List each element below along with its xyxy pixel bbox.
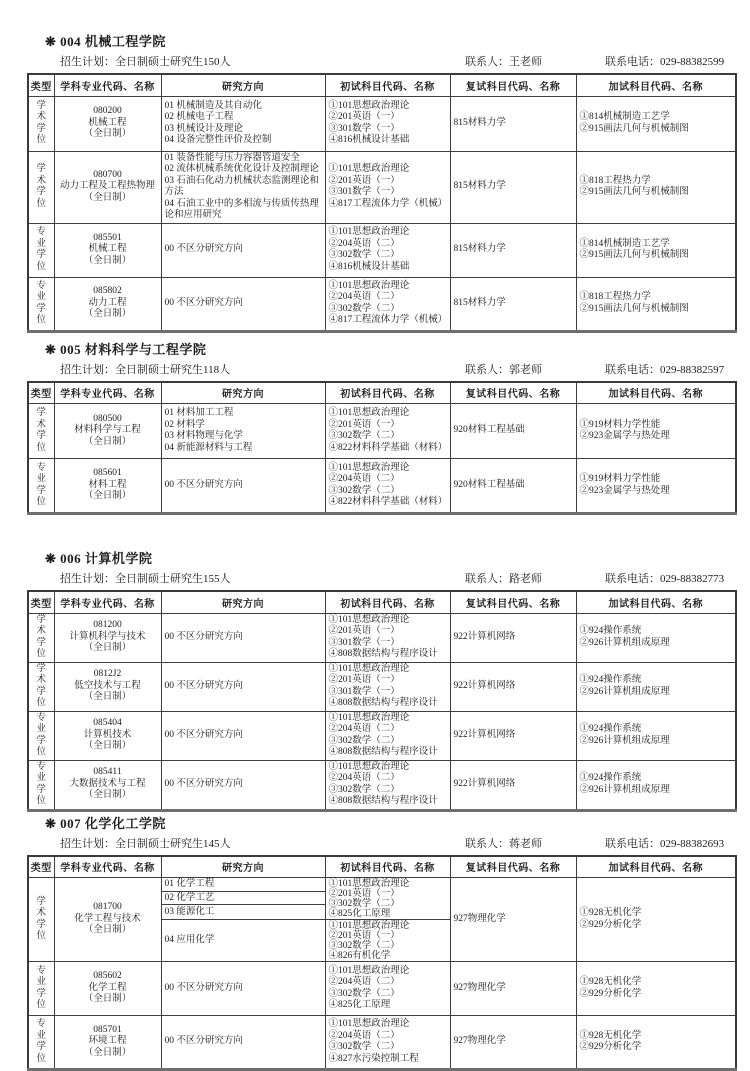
header-row bbox=[28, 856, 736, 878]
initial-exam-cell: ①101思想政治理论 ②201英语（一） ③301数学（一） ④808数据结构与程序设计 bbox=[325, 662, 450, 711]
additional-exam-cell: ①928无机化学 ②929分析化学 bbox=[576, 1016, 736, 1070]
header-initial-exam: 初试科目代码、名称 bbox=[325, 591, 450, 613]
enrollment-info-line bbox=[60, 572, 735, 586]
degree-type-cell: 专业学位 bbox=[28, 223, 54, 277]
initial-exam-cell: ①101思想政治理论 ②204英语（二） ③302数学（二） ④808数据结构与程序设计 bbox=[325, 760, 450, 810]
degree-type-cell: 学术学位 bbox=[28, 96, 54, 151]
header-retest-exam: 复试科目代码、名称 bbox=[450, 74, 576, 96]
additional-exam-cell: ①924操作系统 ②926计算机组成原理 bbox=[576, 613, 736, 662]
major-code-cell: 085701 环境工程 （全日制） bbox=[54, 1016, 161, 1070]
admissions-table bbox=[27, 381, 737, 516]
contact-person: 联系人：蒋老师 bbox=[465, 837, 605, 851]
additional-exam-cell: ①928无机化学 ②929分析化学 bbox=[576, 878, 736, 962]
initial-exam-group: ①101思想政治理论 ②201英语（一） ③302数学（二） ④825化工原理 bbox=[326, 878, 450, 920]
header-row bbox=[28, 382, 736, 404]
contact-person: 联系人：路老师 bbox=[465, 572, 605, 586]
initial-exam-cell bbox=[325, 878, 450, 962]
table-row bbox=[28, 223, 736, 277]
contact-phone: 联系电话：029-88382599 bbox=[605, 55, 735, 69]
retest-exam-cell: 927物理化学 bbox=[450, 878, 576, 962]
initial-exam-cell: ①101思想政治理论 ②204英语（二） ③302数学（二） ④827水污染控制工程 bbox=[325, 1016, 450, 1070]
major-code-cell: 080700 动力工程及工程热物理 （全日制） bbox=[54, 151, 161, 223]
college-title: ❋ 006 计算机学院 bbox=[45, 551, 750, 567]
degree-type-cell: 学术学位 bbox=[28, 151, 54, 223]
research-directions-cell: 00 不区分研究方向 bbox=[161, 760, 325, 810]
retest-exam-cell: 815材料力学 bbox=[450, 151, 576, 223]
header-additional-exam: 加试科目代码、名称 bbox=[576, 856, 736, 878]
header-major: 学科专业代码、名称 bbox=[54, 856, 161, 878]
admissions-table bbox=[27, 73, 737, 333]
college-title: ❋ 007 化学化工学院 bbox=[45, 816, 750, 832]
header-type: 类型 bbox=[28, 856, 54, 878]
contact-phone: 联系电话：029-88382693 bbox=[605, 837, 735, 851]
research-directions-cell: 01 材料加工工程 02 材料学 03 材料物理与化学 04 新能源材料与工程 bbox=[161, 404, 325, 459]
major-code-cell: 081700 化学工程与技术 （全日制） bbox=[54, 878, 161, 962]
major-code-cell: 0812J2 低空技术与工程 （全日制） bbox=[54, 662, 161, 711]
initial-exam-cell: ①101思想政治理论 ②204英语（二） ③302数学（二） ④816机械设计基础 bbox=[325, 223, 450, 277]
initial-exam-cell: ①101思想政治理论 ②201英语（一） ③301数学（一） ④816机械设计基础 bbox=[325, 96, 450, 151]
major-code-cell: 085802 动力工程 （全日制） bbox=[54, 277, 161, 331]
research-directions-cell: 01 装备性能与压力容器管道安全 02 流体机械系统优化设计及控制理论 03 石油石化动力机械状态监测理论和方法 04 石油工业中的多相流与传质传热理论和应用研究 bbox=[161, 151, 325, 223]
table-row bbox=[28, 613, 736, 662]
admissions-table bbox=[27, 855, 737, 1071]
header-initial-exam: 初试科目代码、名称 bbox=[325, 74, 450, 96]
additional-exam-cell: ①919材料力学性能 ②923金属学与热处理 bbox=[576, 404, 736, 459]
table-row bbox=[28, 151, 736, 223]
college-title: ❋ 004 机械工程学院 bbox=[45, 34, 750, 50]
header-row bbox=[28, 591, 736, 613]
research-directions-cell: 00 不区分研究方向 bbox=[161, 962, 325, 1016]
header-directions: 研究方向 bbox=[161, 74, 325, 96]
table-row bbox=[28, 962, 736, 1016]
header-additional-exam: 加试科目代码、名称 bbox=[576, 382, 736, 404]
degree-type-cell: 专业学位 bbox=[28, 962, 54, 1016]
initial-exam-cell: ①101思想政治理论 ②204英语（二） ③302数学（二） ④817工程流体力学（机械） bbox=[325, 277, 450, 331]
major-code-cell: 085411 大数据技术与工程 （全日制） bbox=[54, 760, 161, 810]
direction-item: 03 能源化工 bbox=[162, 905, 325, 920]
retest-exam-cell: 927物理化学 bbox=[450, 1016, 576, 1070]
retest-exam-cell: 922计算机网络 bbox=[450, 760, 576, 810]
enrollment-plan: 招生计划：全日制硕士研究生118人 bbox=[60, 363, 465, 377]
retest-exam-cell: 815材料力学 bbox=[450, 277, 576, 331]
additional-exam-cell: ①818工程热力学 ②915画法几何与机械制图 bbox=[576, 151, 736, 223]
retest-exam-cell: 927物理化学 bbox=[450, 962, 576, 1016]
additional-exam-cell: ①814机械制造工艺学 ②915画法几何与机械制图 bbox=[576, 223, 736, 277]
header-retest-exam: 复试科目代码、名称 bbox=[450, 856, 576, 878]
additional-exam-cell: ①818工程热力学 ②915画法几何与机械制图 bbox=[576, 277, 736, 331]
additional-exam-cell: ①814机械制造工艺学 ②915画法几何与机械制图 bbox=[576, 96, 736, 151]
college-title: ❋ 005 材料科学与工程学院 bbox=[45, 342, 750, 358]
table-row bbox=[28, 662, 736, 711]
degree-type-cell: 专业学位 bbox=[28, 760, 54, 810]
header-additional-exam: 加试科目代码、名称 bbox=[576, 591, 736, 613]
direction-item: 01 化学工程 bbox=[162, 878, 325, 892]
table-row bbox=[28, 711, 736, 760]
college-section-005 bbox=[0, 342, 750, 516]
table-row bbox=[28, 277, 736, 331]
initial-exam-cell: ①101思想政治理论 ②204英语（二） ③302数学（二） ④822材料科学基础（材料） bbox=[325, 459, 450, 514]
additional-exam-cell: ①924操作系统 ②926计算机组成原理 bbox=[576, 760, 736, 810]
enrollment-plan: 招生计划：全日制硕士研究生155人 bbox=[60, 572, 465, 586]
header-retest-exam: 复试科目代码、名称 bbox=[450, 382, 576, 404]
additional-exam-cell: ①924操作系统 ②926计算机组成原理 bbox=[576, 662, 736, 711]
header-row bbox=[28, 74, 736, 96]
degree-type-cell: 专业学位 bbox=[28, 277, 54, 331]
contact-phone: 联系电话：029-88382773 bbox=[605, 572, 735, 586]
header-major: 学科专业代码、名称 bbox=[54, 382, 161, 404]
degree-type-cell: 专业学位 bbox=[28, 1016, 54, 1070]
header-directions: 研究方向 bbox=[161, 382, 325, 404]
retest-exam-cell: 922计算机网络 bbox=[450, 613, 576, 662]
research-directions-cell: 01 机械制造及其自动化 02 机械电子工程 03 机械设计及理论 04 设备完整性评价及控制 bbox=[161, 96, 325, 151]
table-row bbox=[28, 878, 736, 962]
research-directions-cell bbox=[161, 878, 325, 962]
research-directions-cell: 00 不区分研究方向 bbox=[161, 662, 325, 711]
major-code-cell: 080200 机械工程 （全日制） bbox=[54, 96, 161, 151]
major-code-cell: 081200 计算机科学与技术 （全日制） bbox=[54, 613, 161, 662]
header-initial-exam: 初试科目代码、名称 bbox=[325, 856, 450, 878]
initial-exam-cell: ①101思想政治理论 ②201英语（一） ③302数学（二） ④822材料科学基础（材料） bbox=[325, 404, 450, 459]
retest-exam-cell: 920材料工程基础 bbox=[450, 404, 576, 459]
college-section-004 bbox=[0, 34, 750, 333]
header-major: 学科专业代码、名称 bbox=[54, 74, 161, 96]
major-code-cell: 085602 化学工程 （全日制） bbox=[54, 962, 161, 1016]
initial-exam-cell: ①101思想政治理论 ②204英语（二） ③302数学（二） ④808数据结构与程序设计 bbox=[325, 711, 450, 760]
header-initial-exam: 初试科目代码、名称 bbox=[325, 382, 450, 404]
table-row bbox=[28, 760, 736, 810]
degree-type-cell: 专业学位 bbox=[28, 711, 54, 760]
contact-person: 联系人：郭老师 bbox=[465, 363, 605, 377]
college-section-006 bbox=[0, 551, 750, 812]
retest-exam-cell: 815材料力学 bbox=[450, 96, 576, 151]
enrollment-info-line bbox=[60, 837, 735, 851]
header-type: 类型 bbox=[28, 591, 54, 613]
enrollment-plan: 招生计划：全日制硕士研究生145人 bbox=[60, 837, 465, 851]
major-code-cell: 085601 材料工程 （全日制） bbox=[54, 459, 161, 514]
research-directions-cell: 00 不区分研究方向 bbox=[161, 613, 325, 662]
enrollment-info-line bbox=[60, 363, 735, 377]
additional-exam-cell: ①919材料力学性能 ②923金属学与热处理 bbox=[576, 459, 736, 514]
research-directions-cell: 00 不区分研究方向 bbox=[161, 459, 325, 514]
research-directions-cell: 00 不区分研究方向 bbox=[161, 1016, 325, 1070]
header-directions: 研究方向 bbox=[161, 591, 325, 613]
degree-type-cell: 专业学位 bbox=[28, 459, 54, 514]
additional-exam-cell: ①928无机化学 ②929分析化学 bbox=[576, 962, 736, 1016]
research-directions-cell: 00 不区分研究方向 bbox=[161, 277, 325, 331]
research-directions-cell: 00 不区分研究方向 bbox=[161, 711, 325, 760]
degree-type-cell: 学术学位 bbox=[28, 404, 54, 459]
table-row bbox=[28, 96, 736, 151]
direction-item: 02 化学工艺 bbox=[162, 892, 325, 906]
additional-exam-cell: ①924操作系统 ②926计算机组成原理 bbox=[576, 711, 736, 760]
header-type: 类型 bbox=[28, 74, 54, 96]
retest-exam-cell: 920材料工程基础 bbox=[450, 459, 576, 514]
header-type: 类型 bbox=[28, 382, 54, 404]
header-retest-exam: 复试科目代码、名称 bbox=[450, 591, 576, 613]
table-row bbox=[28, 459, 736, 514]
enrollment-info-line bbox=[60, 55, 735, 69]
contact-phone: 联系电话：029-88382597 bbox=[605, 363, 735, 377]
degree-type-cell: 学术学位 bbox=[28, 662, 54, 711]
retest-exam-cell: 922计算机网络 bbox=[450, 711, 576, 760]
enrollment-plan: 招生计划：全日制硕士研究生150人 bbox=[60, 55, 465, 69]
research-directions-cell: 00 不区分研究方向 bbox=[161, 223, 325, 277]
initial-exam-cell: ①101思想政治理论 ②201英语（一） ③301数学（一） ④817工程流体力学（机械） bbox=[325, 151, 450, 223]
table-row bbox=[28, 404, 736, 459]
header-major: 学科专业代码、名称 bbox=[54, 591, 161, 613]
initial-exam-cell: ①101思想政治理论 ②201英语（一） ③301数学（一） ④808数据结构与程序设计 bbox=[325, 613, 450, 662]
college-section-007 bbox=[0, 816, 750, 1071]
initial-exam-group: ①101思想政治理论 ②201英语（一） ③302数学（二） ④826有机化学 bbox=[326, 920, 450, 962]
admissions-table bbox=[27, 590, 737, 812]
major-code-cell: 080500 材料科学与工程 （全日制） bbox=[54, 404, 161, 459]
retest-exam-cell: 815材料力学 bbox=[450, 223, 576, 277]
retest-exam-cell: 922计算机网络 bbox=[450, 662, 576, 711]
header-additional-exam: 加试科目代码、名称 bbox=[576, 74, 736, 96]
major-code-cell: 085501 机械工程 （全日制） bbox=[54, 223, 161, 277]
major-code-cell: 085404 计算机技术 （全日制） bbox=[54, 711, 161, 760]
degree-type-cell: 学术学位 bbox=[28, 878, 54, 962]
initial-exam-cell: ①101思想政治理论 ②204英语（二） ③302数学（二） ④825化工原理 bbox=[325, 962, 450, 1016]
header-directions: 研究方向 bbox=[161, 856, 325, 878]
direction-item: 04 应用化学 bbox=[162, 920, 325, 962]
degree-type-cell: 学术学位 bbox=[28, 613, 54, 662]
table-row bbox=[28, 1016, 736, 1070]
contact-person: 联系人：王老师 bbox=[465, 55, 605, 69]
